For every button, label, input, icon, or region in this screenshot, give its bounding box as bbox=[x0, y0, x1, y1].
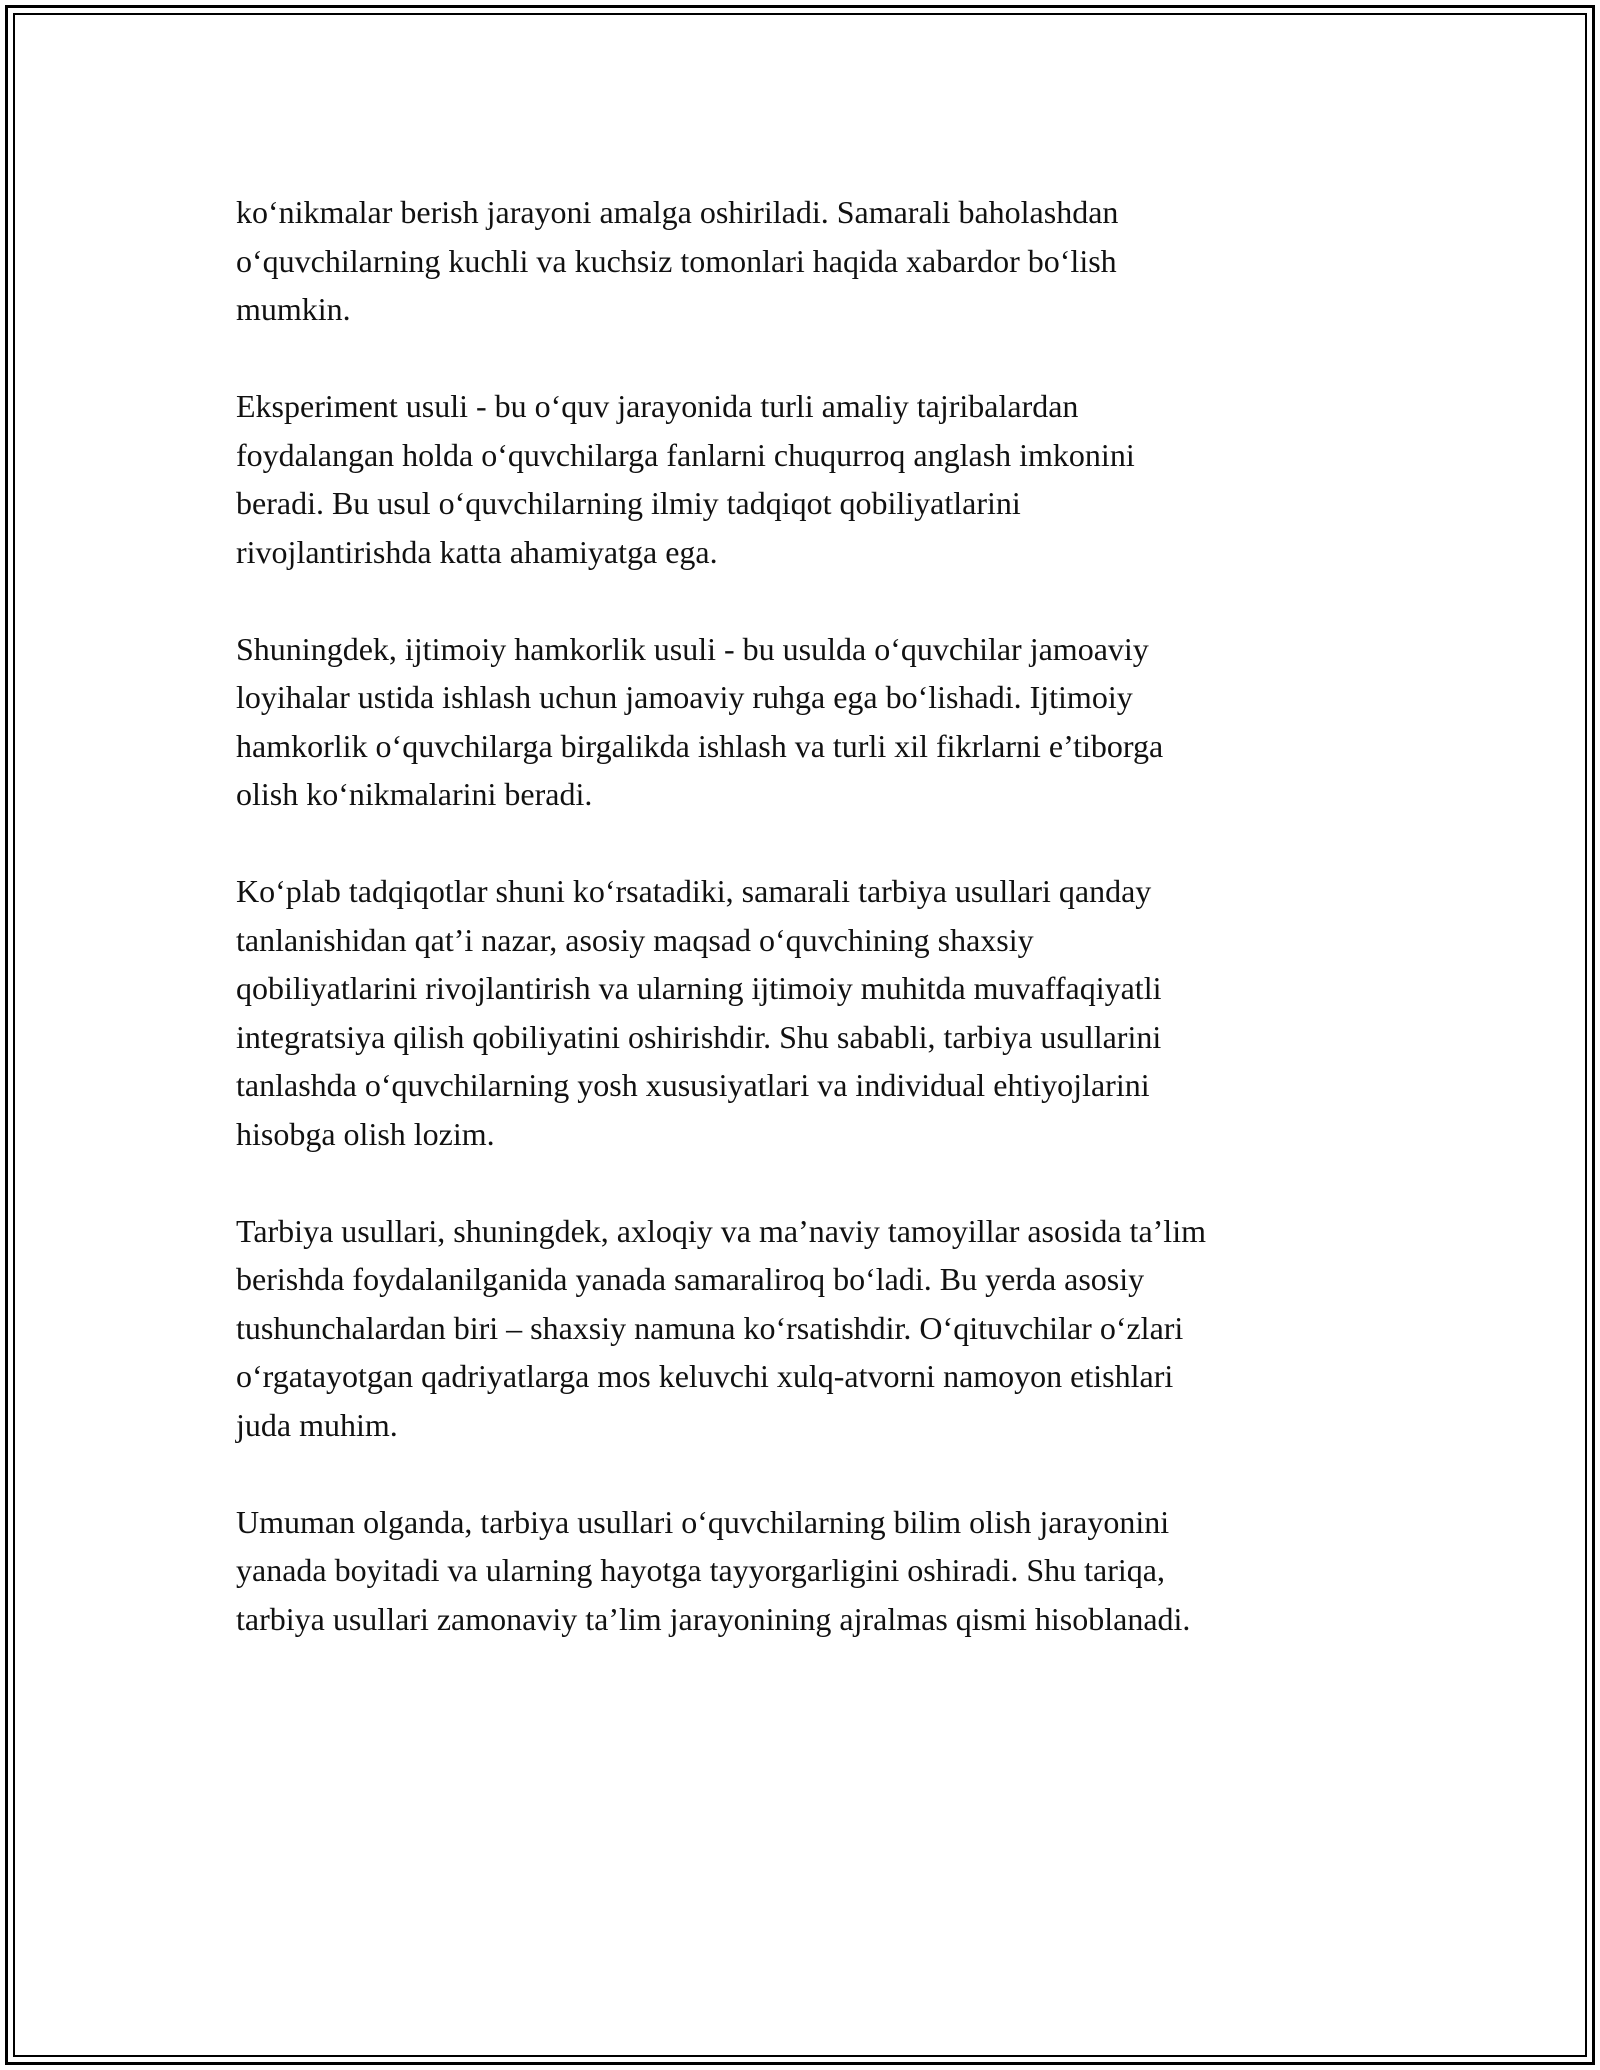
paragraph-moral-principles bbox=[236, 1207, 1386, 1450]
text-line: foydalangan holda o‘quvchilarga fanlarni chuqurroq anglash imkonini bbox=[236, 436, 1135, 473]
text-line: tanlashda o‘quvchilarning yosh xususiyatlari va individual ehtiyojlarini bbox=[236, 1067, 1150, 1103]
text-line: Tarbiya usullari, shuningdek, axloqiy va ma’naviy tamoyillar asosida ta’lim bbox=[236, 1212, 1206, 1249]
text-line: juda muhim. bbox=[236, 1406, 398, 1443]
paragraph-conclusion bbox=[236, 1498, 1386, 1644]
text-line: Ko‘plab tadqiqotlar shuni ko‘rsatadiki, samarali tarbiya usullari qanday bbox=[236, 873, 1152, 909]
text-line: mumkin. bbox=[236, 291, 351, 327]
paragraph-assessment bbox=[236, 188, 1386, 334]
text-line: Shuningdek, ijtimoiy hamkorlik usuli - bu usulda o‘quvchilar jamoaviy bbox=[236, 630, 1149, 667]
text-line: beradi. Bu usul o‘quvchilarning ilmiy tadqiqot qobiliyatlarini bbox=[236, 485, 1021, 521]
document-body bbox=[236, 188, 1386, 1692]
text-line: olish ko‘nikmalarini beradi. bbox=[236, 776, 593, 812]
text-line: tushunchalardan biri – shaxsiy namuna ko‘rsatishdir. O‘qituvchilar o‘zlari bbox=[236, 1309, 1184, 1346]
text-line: tanlanishidan qat’i nazar, asosiy maqsad o‘quvchining shaxsiy bbox=[236, 921, 1034, 958]
text-line: loyihalar ustida ishlash uchun jamoaviy ruhga ega bo‘lishadi. Ijtimoiy bbox=[236, 679, 1133, 715]
paragraph-experiment-method bbox=[236, 382, 1386, 576]
text-line: berishda foydalanilganida yanada samaraliroq bo‘ladi. Bu yerda asosiy bbox=[236, 1261, 1145, 1297]
text-line: Umuman olganda, tarbiya usullari o‘quvchilarning bilim olish jarayonini bbox=[236, 1503, 1170, 1540]
paragraph-social-cooperation bbox=[236, 625, 1386, 819]
text-line: hamkorlik o‘quvchilarga birgalikda ishlash va turli xil fikrlarni e’tiborga bbox=[236, 727, 1164, 764]
text-line: ko‘nikmalar berish jarayoni amalga oshiriladi. Samarali baholashdan bbox=[236, 194, 1119, 230]
text-line: o‘rgatayotgan qadriyatlarga mos keluvchi xulq-atvorni namoyon etishlari bbox=[236, 1358, 1174, 1394]
text-line: integratsiya qilish qobiliyatini oshirishdir. Shu sababli, tarbiya usullarini bbox=[236, 1018, 1162, 1055]
paragraph-research-findings bbox=[236, 867, 1386, 1158]
text-line: Eksperiment usuli - bu o‘quv jarayonida turli amaliy tajribalardan bbox=[236, 388, 1079, 424]
text-line: hisobga olish lozim. bbox=[236, 1115, 495, 1152]
text-line: tarbiya usullari zamonaviy ta’lim jarayonining ajralmas qismi hisoblanadi. bbox=[236, 1600, 1191, 1637]
text-line: o‘quvchilarning kuchli va kuchsiz tomonlari haqida xabardor bo‘lish bbox=[236, 242, 1117, 279]
text-line: qobiliyatlarini rivojlantirish va ularning ijtimoiy muhitda muvaffaqiyatli bbox=[236, 970, 1162, 1006]
text-line: yanada boyitadi va ularning hayotga tayyorgarligini oshiradi. Shu tariqa, bbox=[236, 1552, 1165, 1588]
text-line: rivojlantirishda katta ahamiyatga ega. bbox=[236, 533, 718, 570]
